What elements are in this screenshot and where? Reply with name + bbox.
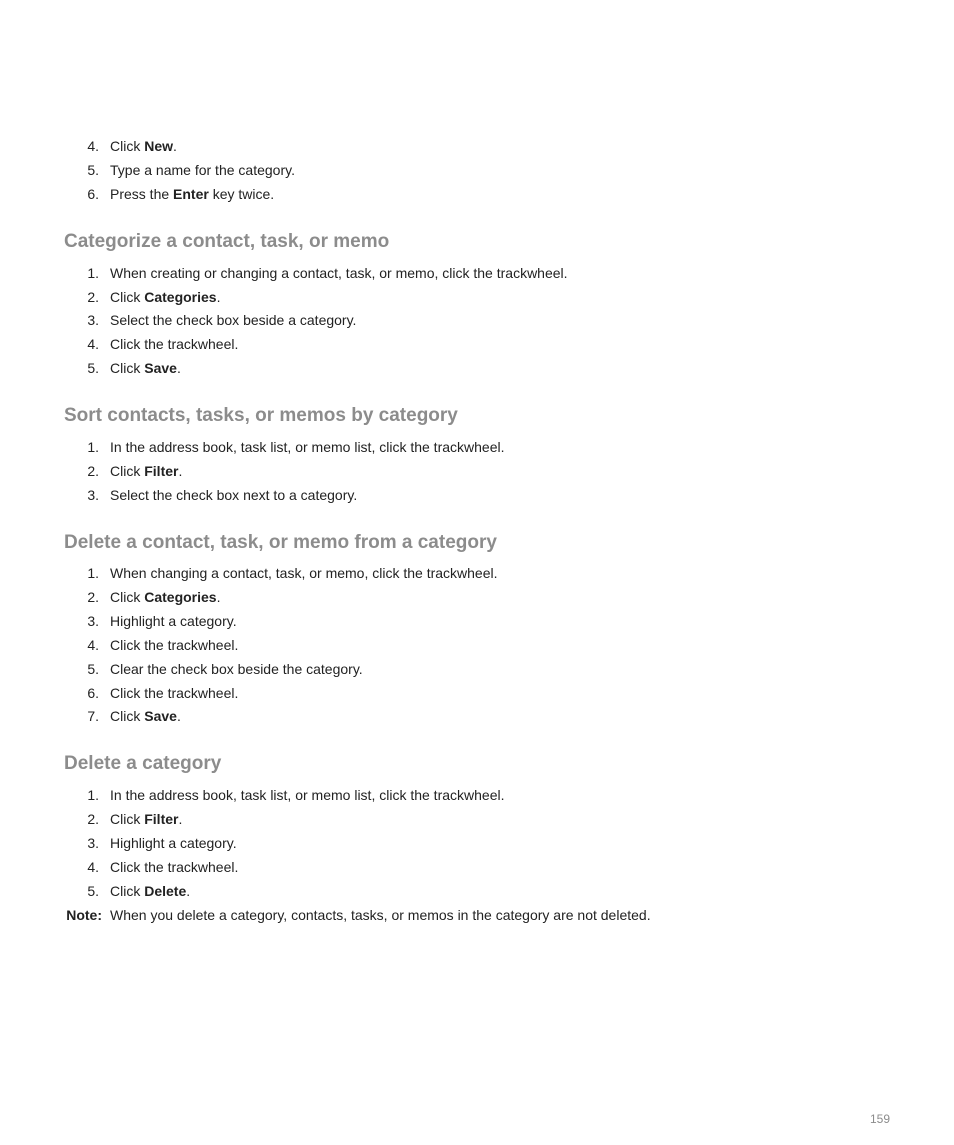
step-number: 7. <box>87 708 99 724</box>
section-heading-sort: Sort contacts, tasks, or memos by category <box>64 405 458 426</box>
step-text: Click Categories. <box>110 589 221 605</box>
step-text: Click Filter. <box>110 811 183 827</box>
step-text: Select the check box next to a category. <box>110 487 358 503</box>
step-number: 6. <box>87 186 99 202</box>
ui-term: Categories <box>144 589 217 605</box>
step-text: Click Categories. <box>110 289 221 305</box>
step-number: 6. <box>87 685 99 701</box>
step-number: 1. <box>87 565 99 581</box>
step-text: Clear the check box beside the category. <box>110 661 363 677</box>
step-number: 1. <box>87 265 99 281</box>
note-label: Note: <box>66 907 102 923</box>
step-text: When creating or changing a contact, task, or memo, click the trackwheel. <box>110 265 568 281</box>
step-number: 5. <box>87 661 99 677</box>
page-number: 159 <box>869 1112 890 1126</box>
ui-term: Filter <box>144 811 179 827</box>
ui-term: Save <box>144 708 177 724</box>
step-text: Select the check box beside a category. <box>110 312 357 328</box>
step-number: 5. <box>87 360 99 376</box>
step-text: Type a name for the category. <box>110 162 295 178</box>
step-text: Highlight a category. <box>110 613 237 629</box>
step-text: Click the trackwheel. <box>110 685 239 701</box>
step-number: 4. <box>87 336 99 352</box>
step-number: 1. <box>87 439 99 455</box>
step-number: 4. <box>87 637 99 653</box>
section-heading-categorize: Categorize a contact, task, or memo <box>64 231 390 252</box>
step-number: 5. <box>87 883 99 899</box>
note-text: When you delete a category, contacts, tasks, or memos in the category are not deleted. <box>110 907 651 923</box>
step-text: Click Save. <box>110 360 181 376</box>
step-number: 2. <box>87 589 99 605</box>
step-text: Click the trackwheel. <box>110 637 239 653</box>
step-text: In the address book, task list, or memo list, click the trackwheel. <box>110 439 505 455</box>
step-text: When changing a contact, task, or memo, click the trackwheel. <box>110 565 498 581</box>
step-text: Click the trackwheel. <box>110 336 239 352</box>
ui-term: Enter <box>173 186 209 202</box>
step-number: 1. <box>87 787 99 803</box>
step-text: Press the Enter key twice. <box>110 186 275 202</box>
step-number: 3. <box>87 835 99 851</box>
step-number: 2. <box>87 811 99 827</box>
step-number: 2. <box>87 463 99 479</box>
step-text: Highlight a category. <box>110 835 237 851</box>
step-number: 3. <box>87 312 99 328</box>
step-text: Click the trackwheel. <box>110 859 239 875</box>
ui-term: Filter <box>144 463 179 479</box>
step-number: 5. <box>87 162 99 178</box>
step-number: 2. <box>87 289 99 305</box>
ui-term: Save <box>144 360 177 376</box>
step-text: Click Delete. <box>110 883 191 899</box>
ui-term: Delete <box>144 883 187 899</box>
step-number: 3. <box>87 487 99 503</box>
section-heading-delete-from-category: Delete a contact, task, or memo from a category <box>64 532 497 553</box>
step-text: In the address book, task list, or memo list, click the trackwheel. <box>110 787 505 803</box>
ui-term: Categories <box>144 289 217 305</box>
step-number: 3. <box>87 613 99 629</box>
ui-term: New <box>144 138 174 154</box>
step-number: 4. <box>87 138 99 154</box>
step-text: Click New. <box>110 138 177 154</box>
step-number: 4. <box>87 859 99 875</box>
step-text: Click Save. <box>110 708 181 724</box>
section-heading-delete-category: Delete a category <box>64 753 222 774</box>
step-text: Click Filter. <box>110 463 183 479</box>
